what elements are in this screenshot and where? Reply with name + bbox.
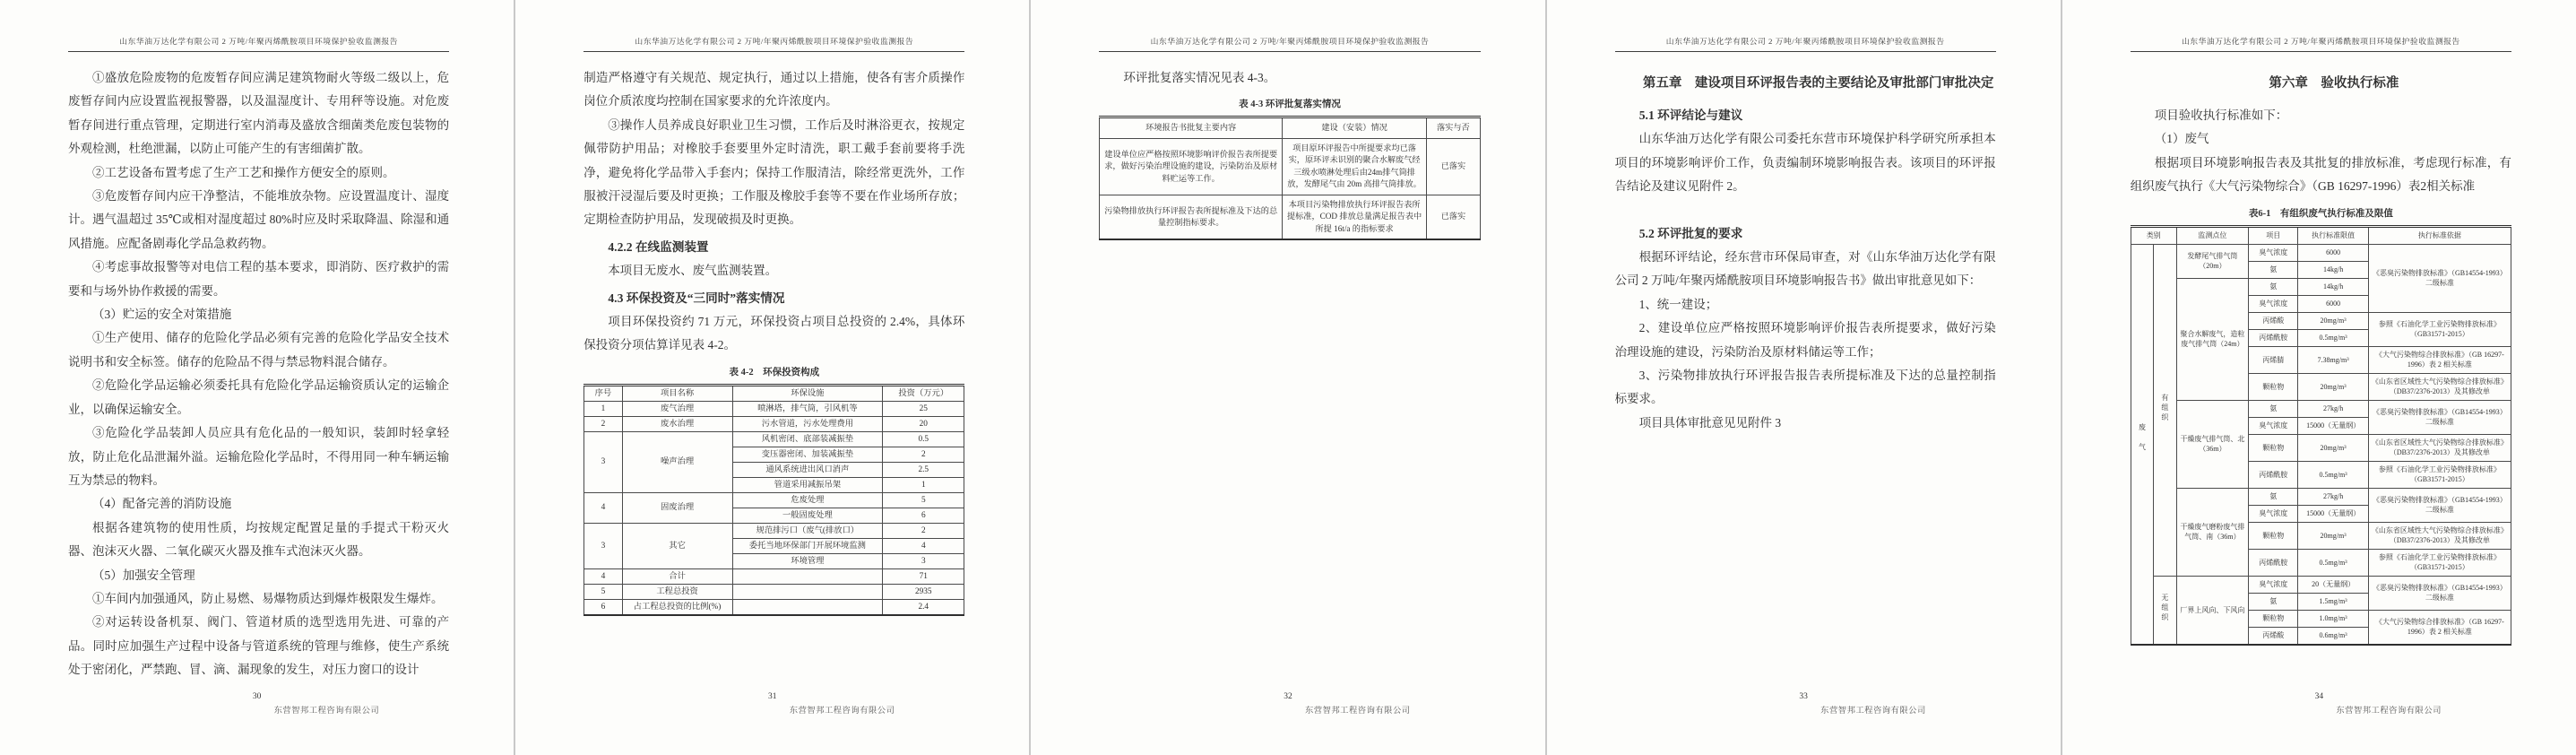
table-row: 委托当地环保部门开展环境监测 4 bbox=[584, 538, 964, 553]
body-paragraph: ③危废暂存间内应干净整洁，不能堆放杂物。应设置温度计、湿度计。遇气温超过 35℃或相对湿度超过 80%时应及时采取降温、除湿和通风措施。应配备剧毒化学品急救药物。 bbox=[68, 189, 450, 250]
page-header-title: 山东华油万达化学有限公司 2 万吨/年聚丙烯酰胺项目环境保护验收监测报告 bbox=[68, 35, 449, 52]
table-row: 干燥废气磨粉废气排气筒、南（36m） 氨 27kg/h 《恶臭污染物排放标准》（GB14554-1993）二级标准 bbox=[2131, 488, 2511, 505]
body-paragraph: 项目验收执行标准如下： bbox=[2154, 108, 2288, 122]
table-row: 环境管理 3 bbox=[584, 553, 964, 568]
table-row: 4 合计 71 bbox=[584, 568, 964, 584]
table-caption-6-1: 表6-1 有组织废气执行标准及限值 bbox=[2248, 208, 2393, 219]
table-row: 丙烯酸 20mg/m³ 参照《石油化学工业污染物排放标准》（GB31571-2015） bbox=[2131, 312, 2511, 329]
column-header: 监测点位 bbox=[2176, 226, 2249, 244]
table-row: 废气 有组织 发酵尾气排气筒（20m） 臭气浓度 6000 《恶臭污染物排放标准》（GB14554-1993）二级标准 bbox=[2131, 244, 2511, 261]
table-row: 4 固废治理 危废处理 5 bbox=[584, 492, 964, 508]
section-heading-422: 4.2.2 在线监测装置 bbox=[608, 239, 709, 254]
footer-company: 东营智邦工程咨询有限公司 bbox=[789, 707, 895, 716]
table-row: 臭气浓度 6000 bbox=[2131, 295, 2511, 312]
table-row: 建设单位应严格按照环境影响评价报告表所提要求，做好污染治理设施的建设，污染防治及原材料贮运等工作。 项目原环评报告中所提要求均已落实，原环评未识别的聚合水解废气经三级水喷淋处理后由24m排气筒排放，发酵尾气由 20m 高排气筒排放。 已落实 bbox=[1100, 138, 1480, 195]
body-paragraph: ③危险化学品装卸人员应具有危化品的一般知识，装卸时轻拿轻放，防止危化品泄漏外溢。运输危险化学品时，不得用同一种车辆运输互为禁忌的物料。 bbox=[68, 426, 450, 487]
page-number: 31 bbox=[768, 692, 777, 701]
page-body bbox=[68, 66, 449, 682]
page-number: 33 bbox=[1799, 692, 1808, 701]
table-header-row bbox=[584, 385, 964, 401]
column-header: 序号 bbox=[584, 385, 622, 401]
table-row: 丙烯酸 0.6mg/m³ bbox=[2131, 627, 2511, 645]
footer-company: 东营智邦工程咨询有限公司 bbox=[2336, 707, 2442, 716]
body-paragraph: 本项目无废水、废气监测装置。 bbox=[608, 264, 778, 278]
table-row: 干燥废气排气筒、北（36m） 氨 27kg/h 《恶臭污染物排放标准》（GB14554-1993）二级标准 bbox=[2131, 400, 2511, 417]
column-header: 类别 bbox=[2131, 226, 2176, 244]
section-heading-43: 4.3 环保投资及“三同时”落实情况 bbox=[608, 291, 785, 305]
table-row: 氨 1.5mg/m³ bbox=[2131, 593, 2511, 610]
page-header-title: 山东华油万达化学有限公司 2 万吨/年聚丙烯酰胺项目环境保护验收监测报告 bbox=[583, 35, 964, 52]
body-paragraph: 根据环评结论，经东营市环保局审查，对《山东华油万达化学有限公司 2 万吨/年聚丙烯酰胺项目环境影响报告书》做出审批意见如下： bbox=[1614, 250, 1996, 288]
approval-item: 3、污染物排放执行环评报告报告表所提标准及下达的总量控制指标要求。 bbox=[1614, 369, 1996, 406]
chapter-title-6: 第六章 验收执行标准 bbox=[2269, 76, 2399, 91]
column-header: 环保设施 bbox=[732, 385, 883, 401]
approval-implementation-table bbox=[1099, 116, 1480, 240]
column-header: 落实与否 bbox=[1427, 117, 1480, 139]
body-paragraph: ②对运转设备机泵、阀门、管道材质的选型选用先进、可靠的产品。同时应加强生产过程中设备与管道系统的管理与维修，使生产系统处于密闭化，严禁跑、冒、滴、漏现象的发生，对压力窗口的设计 bbox=[68, 615, 450, 677]
body-paragraph: （5）加强安全管理 bbox=[92, 568, 195, 582]
page-body bbox=[2131, 66, 2511, 646]
report-page-33 bbox=[1547, 0, 2061, 755]
page-header-title: 山东华油万达化学有限公司 2 万吨/年聚丙烯酰胺项目环境保护验收监测报告 bbox=[1615, 35, 1996, 52]
body-paragraph: ②危险化学品运输必须委托具有危险化学品运输资质认定的运输企业，以确保运输安全。 bbox=[68, 378, 450, 416]
table-row: 1 废气治理 喷淋塔，排气筒，引风机等 25 bbox=[584, 401, 964, 416]
table-row: 颗粒物 20mg/m³ 《山东省区域性大气污染物综合排放标准》（DB37/2376-2013）及其修改单 bbox=[2131, 522, 2511, 549]
table-caption-4-3: 表 4-3 环评批复落实情况 bbox=[1239, 100, 1341, 110]
table-row: 5 工程总投资 2935 bbox=[584, 584, 964, 599]
table-row: 通风系统进出风口消声 2.5 bbox=[584, 462, 964, 477]
page-number: 32 bbox=[1284, 692, 1292, 701]
body-paragraph: 项目具体审批意见见附件 3 bbox=[1638, 415, 1782, 430]
table-row: 颗粒物 1.0mg/m³ 《大气污染物综合排放标准》（GB 16297-1996）表 2 相关标准 bbox=[2131, 610, 2511, 627]
investment-table bbox=[583, 384, 964, 616]
table-row: 6 占工程总投资的比例(%) 2.4 bbox=[584, 599, 964, 615]
page-header-title: 山东华油万达化学有限公司 2 万吨/年聚丙烯酰胺项目环境保护验收监测报告 bbox=[1099, 35, 1480, 52]
table-header-row bbox=[1100, 117, 1480, 139]
column-header: 执行标准依据 bbox=[2368, 226, 2511, 244]
column-header: 项目 bbox=[2249, 226, 2298, 244]
body-paragraph: ①盛放危险废物的危废暂存间应满足建筑物耐火等级二级以上，危废暂存间内应设置监视报警器，以及温湿度计、专用秤等设施。对危废暂存间进行重点管理，定期进行室内消毒及盛放含细菌类危废包装物的外观检测，杜绝泄漏，以防止可能产生的有害细菌扩散。 bbox=[68, 71, 450, 156]
page-number: 34 bbox=[2314, 692, 2324, 701]
table-row: 3 其它 规范排污口（废气(排放口） 2 bbox=[584, 523, 964, 538]
body-paragraph: ④考虑事故报警等对电信工程的基本要求，即消防、医疗救护的需要和与场外协作救援的需要。 bbox=[68, 260, 450, 298]
footer-company: 东营智邦工程咨询有限公司 bbox=[1820, 707, 1926, 716]
column-header: 环境报告书批复主要内容 bbox=[1100, 117, 1283, 139]
table-row: 污染物排放执行环评报告表所提标准及下达的总量控制指标要求。 本项目污染物排放执行环评报告表所提标准，COD 排放总量满足报告表中所提 16t/a 的指标要求 已落实 bbox=[1100, 195, 1480, 239]
table-row: 丙烯酰胺 0.5mg/m³ bbox=[2131, 329, 2511, 346]
table-row: 3 噪声治理 风机密闭、底部装减振垫 0.5 bbox=[584, 431, 964, 447]
section-heading-51: 5.1 环评结论与建议 bbox=[1638, 108, 1743, 122]
approval-item: 1、统一建设； bbox=[1638, 297, 1718, 311]
report-page-31 bbox=[515, 0, 1029, 755]
emission-standards-table bbox=[2131, 225, 2511, 646]
page-body bbox=[583, 66, 964, 616]
table-row: 变压器密闭、加装减振垫 2 bbox=[584, 447, 964, 462]
table-row: 丙烯酰胺 0.5mg/m³ 参照《石油化学工业污染物排放标准》（GB31571-2015） bbox=[2131, 461, 2511, 488]
body-paragraph: 山东华油万达化学有限公司委托东营市环境保护科学研究所承担本项目的环境影响评价工作，负责编制环境影响报告表。该项目的环评报告结论及建议见附件 2。 bbox=[1614, 132, 1996, 194]
table-row: 管道采用减振吊架 1 bbox=[584, 477, 964, 492]
footer-company: 东营智邦工程咨询有限公司 bbox=[1304, 707, 1411, 716]
column-header: 项目名称 bbox=[622, 385, 732, 401]
table-row: 丙烯腈 7.38mg/m³ 《大气污染物综合排放标准》（GB 16297-1996）表 2 相关标准 bbox=[2131, 346, 2511, 373]
body-paragraph: 根据项目环境影响报告表及其批复的排放标准，考虑现行标准，有组织废气执行《大气污染物综合》（GB 16297-1996）表2相关标准 bbox=[2130, 155, 2511, 194]
page-header-title: 山东华油万达化学有限公司 2 万吨/年聚丙烯酰胺项目环境保护验收监测报告 bbox=[2131, 35, 2511, 52]
table-row: 氨 14kg/h bbox=[2131, 261, 2511, 278]
body-paragraph: （1）废气 bbox=[2154, 132, 2209, 146]
table-row: 聚合水解废气，造粒废气排气筒（24m） 氨 14kg/h bbox=[2131, 278, 2511, 295]
table-row: 无组织 厂界上风向、下风向 臭气浓度 20（无量纲） 《恶臭污染物排放标准》（GB14554-1993）二级标准 bbox=[2131, 576, 2511, 593]
body-paragraph: （3）贮运的安全对策措施 bbox=[92, 308, 232, 322]
table-row: 2 废水治理 污水管道，污水处理费用 20 bbox=[584, 416, 964, 431]
body-paragraph: ③操作人员养成良好职业卫生习惯，工作后及时淋浴更衣，按规定佩带防护用品；对橡胶手套要里外定时清洗，职工戴手套前要将手洗净，避免将化学品带入手套内；保持工作服清洁，除经常更洗外，工作服被汗浸湿后要及时更换；工作服及橡胶手套等不要在作业场所存放；定期检查防护用品，发现破损及时更换。 bbox=[583, 117, 965, 227]
subcategory-label: 有组织 bbox=[2160, 394, 2169, 424]
page-number: 30 bbox=[252, 692, 262, 701]
approval-item: 2、建设单位应严格按照环境影响评价报告表所提要求，做好污染治理设施的建设，污染防治及原材料储运等工作； bbox=[1614, 321, 1996, 359]
footer-company: 东营智邦工程咨询有限公司 bbox=[273, 707, 380, 716]
body-paragraph: 项目环保投资约 71 万元，环保投资占项目总投资的 2.4%，具体环保投资分项估算详见表 4-2。 bbox=[583, 315, 965, 352]
table-row: 一般固废处理 6 bbox=[584, 508, 964, 523]
table-caption-4-2: 表 4-2 环保投资构成 bbox=[729, 367, 820, 378]
body-paragraph: ①车间内加强通风，防止易燃、易爆物质达到爆炸极限发生爆炸。 bbox=[92, 591, 444, 605]
table-row: 颗粒物 20mg/m³ 《山东省区域性大气污染物综合排放标准》（DB37/2376-2013）及其修改单 bbox=[2131, 434, 2511, 461]
page-body bbox=[1099, 66, 1480, 240]
body-paragraph: 环评批复落实情况见表 4-3。 bbox=[1123, 71, 1276, 84]
table-row: 臭气浓度 15000（无量纲） bbox=[2131, 505, 2511, 522]
report-page-34 bbox=[2062, 0, 2576, 755]
table-row: 丙烯酰胺 0.5mg/m³ 参照《石油化学工业污染物排放标准》（GB31571-2015） bbox=[2131, 549, 2511, 576]
category-label: 废气 bbox=[2138, 422, 2147, 463]
column-header: 执行标准限值 bbox=[2298, 226, 2368, 244]
body-paragraph: 根据各建筑物的使用性质，均按规定配置足量的手提式干粉灭火器、泡沫灭火器、二氧化碳灭火器及推车式泡沫灭火器。 bbox=[68, 520, 450, 559]
column-header: 投资（万元） bbox=[883, 385, 964, 401]
page-body bbox=[1615, 66, 1996, 435]
section-heading-52: 5.2 环评批复的要求 bbox=[1638, 226, 1743, 240]
table-row: 臭气浓度 15000（无量纲） bbox=[2131, 417, 2511, 434]
table-header-row bbox=[2131, 226, 2511, 244]
body-paragraph: ①生产使用、储存的危险化学品必须有完善的危险化学品安全技术说明书和安全标签。储存的危险品不得与禁忌物料混合储存。 bbox=[68, 331, 450, 369]
report-page-32 bbox=[1031, 0, 1544, 755]
subcategory-label: 无组织 bbox=[2160, 594, 2169, 624]
table-row: 颗粒物 20mg/m³ 《山东省区域性大气污染物综合排放标准》（DB37/2376-2013）及其修改单 bbox=[2131, 373, 2511, 400]
report-page-30 bbox=[0, 0, 514, 755]
column-header: 建设（安装）情况 bbox=[1282, 117, 1426, 139]
body-paragraph: ②工艺设备布置考虑了生产工艺和操作方便安全的原则。 bbox=[92, 165, 395, 179]
body-paragraph: 制造严格遵守有关规范、规定执行，通过以上措施，使各有害介质操作岗位介质浓度均控制在国家要求的允许浓度内。 bbox=[583, 71, 965, 108]
body-paragraph: （4）配备完善的消防设施 bbox=[92, 497, 232, 511]
chapter-title-5: 第五章 建设项目环评报告表的主要结论及审批部门审批决定 bbox=[1642, 76, 1994, 91]
